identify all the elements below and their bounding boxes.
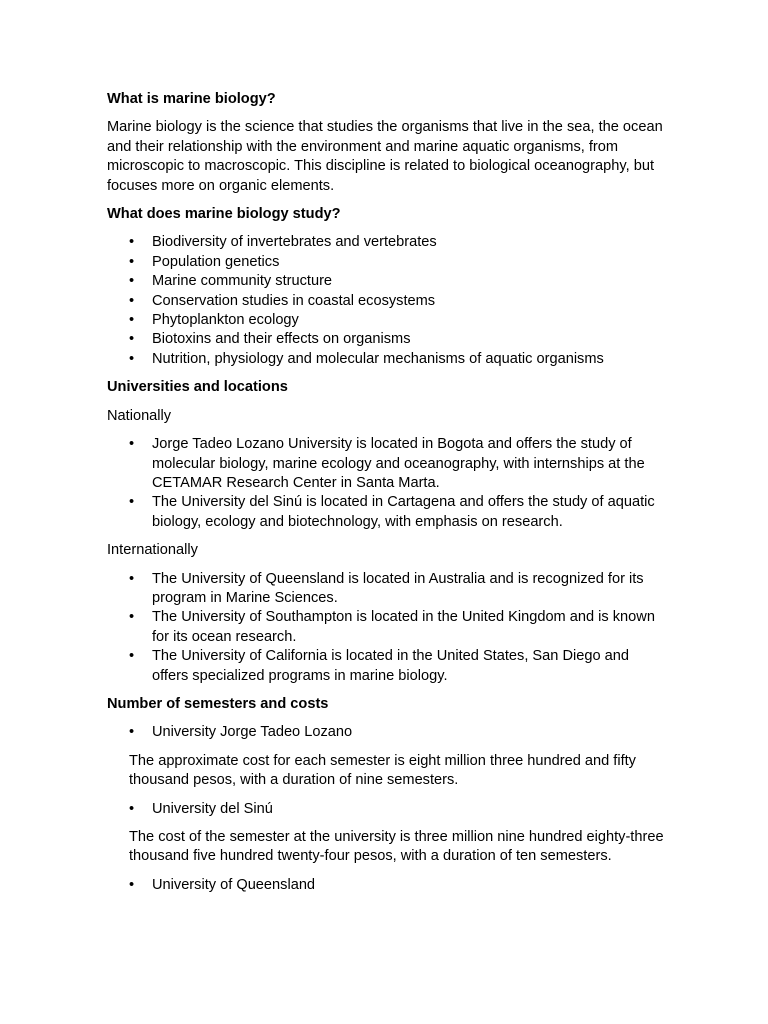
heading-semesters-costs: Number of semesters and costs — [107, 695, 329, 712]
national-universities-list — [107, 435, 667, 532]
list-item: • Marine community structure — [107, 272, 667, 291]
list-item: • The University of Southampton is located in the United Kingdom and is known for its ocean research. — [107, 608, 667, 647]
list-item: • The University del Sinú is located in Cartagena and offers the study of aquatic biology, ecology and biotechnology, with emphasis on research. — [107, 493, 667, 532]
uni1-cost-text: The approximate cost for each semester is eight million three hundred and fifty thousand pesos, with a duration of nine semesters. — [129, 752, 636, 789]
uni1-list — [107, 723, 667, 742]
heading-universities: Universities and locations — [107, 379, 288, 396]
uni2-cost-text: The cost of the semester at the university is three million nine hundred eighty-three thousand five hundred twenty-four pesos, with a duration of ten semesters. — [129, 829, 664, 865]
study-topics-list — [107, 233, 667, 369]
uni3-list — [107, 876, 667, 895]
list-item: • Population genetics — [107, 253, 667, 272]
list-item: • University Jorge Tadeo Lozano — [107, 723, 667, 742]
heading-what-is-marine-biology: What is marine biology? — [107, 91, 276, 107]
heading-what-does-it-study: What does marine biology study? — [107, 206, 341, 223]
list-item: • Biotoxins and their effects on organisms — [107, 330, 667, 349]
document-content — [107, 90, 667, 895]
paragraph-definition: Marine biology is the science that studies the organisms that live in the sea, the ocean and their relationship with the environment and marine aquatic organisms, from microscopic to macroscopic. This discipline is related to biological oceanography, but focuses more on organic elements. — [107, 119, 663, 194]
list-item: • University del Sinú — [107, 800, 667, 819]
uni2-list — [107, 800, 667, 819]
list-item: • Biodiversity of invertebrates and vertebrates — [107, 233, 667, 252]
international-universities-list — [107, 570, 667, 686]
list-item: • Conservation studies in coastal ecosystems — [107, 292, 667, 311]
list-item: • Nutrition, physiology and molecular mechanisms of aquatic organisms — [107, 350, 667, 369]
label-internationally: Internationally — [107, 542, 198, 559]
label-nationally: Nationally — [107, 407, 172, 424]
list-item: • University of Queensland — [107, 876, 667, 895]
list-item: • The University of California is located in the United States, San Diego and offers specialized programs in marine biology. — [107, 647, 667, 686]
list-item: • Jorge Tadeo Lozano University is located in Bogota and offers the study of molecular biology, marine ecology and oceanography, with internships at the CETAMAR Research Center in Santa Marta. — [107, 435, 667, 493]
list-item: • The University of Queensland is located in Australia and is recognized for its program in Marine Sciences. — [107, 570, 667, 609]
list-item: • Phytoplankton ecology — [107, 311, 667, 330]
